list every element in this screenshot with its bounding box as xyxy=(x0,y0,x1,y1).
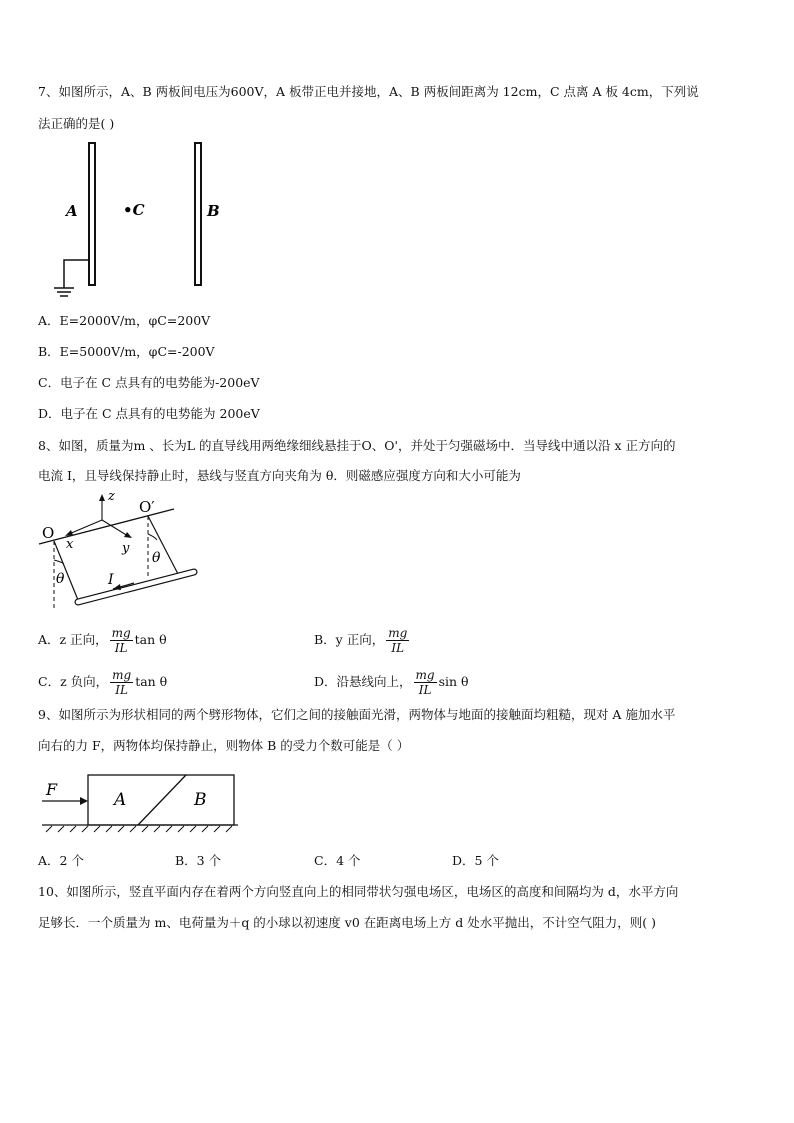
label-current: I xyxy=(108,572,114,588)
q9-option-c: C．4 个 xyxy=(314,853,361,868)
q9-option-d: D．5 个 xyxy=(452,853,499,868)
contact-surface xyxy=(138,775,186,825)
label-a: A xyxy=(66,202,78,220)
block-outline xyxy=(88,775,234,825)
label-o: O xyxy=(42,524,55,542)
fraction: $\frac{mg}{IL}$ xyxy=(388,626,408,655)
q7-option-a: A．E=2000V/m，φC=200V xyxy=(38,313,211,328)
plate-b xyxy=(195,143,201,285)
q8-option-d: D．沿悬线向上， $\frac{mg}{IL}$ sin θ xyxy=(314,668,469,697)
label-y: y xyxy=(122,541,130,556)
q7-option-d: D．电子在 C 点具有的电势能为 200eV xyxy=(38,406,260,421)
fraction: $\frac{mg}{IL}$ xyxy=(415,668,435,697)
q7-stem-line1: 7、如图所示，A、B 两板间电压为600V，A 板带正电并接地，A、B 两板间距离为 12cm，C 点离 A 板 4cm，下列说 xyxy=(38,84,699,99)
label-a: A xyxy=(114,790,127,810)
q9-wedge-figure xyxy=(38,770,243,836)
label-b: B xyxy=(194,790,207,810)
label-theta-right: θ xyxy=(152,550,161,566)
label-c: •C xyxy=(123,201,145,219)
q10-stem-line2: 足够长．一个质量为 m、电荷量为＋q 的小球以初速度 v0 在距离电场上方 d 处水平抛出，不计空气阻力，则( ) xyxy=(38,915,656,930)
q9-stem-line1: 9、如图所示为形状相同的两个劈形物体，它们之间的接触面光滑，两物体与地面的接触面均粗糙，现对 A 施加水平 xyxy=(38,707,676,722)
label-theta-left: θ xyxy=(56,571,65,587)
q8-option-b: B．y 正向， $\frac{mg}{IL}$ xyxy=(314,626,408,655)
q8-wire-figure xyxy=(36,488,208,616)
label-z: z xyxy=(108,489,115,504)
q10-stem-line1: 10、如图所示，竖直平面内存在着两个方向竖直向上的相同带状匀强电场区，电场区的高度和间隔均为 d，水平方向 xyxy=(38,884,679,899)
label-o-prime: O′ xyxy=(139,498,155,516)
label-f: F xyxy=(46,780,58,799)
q9-option-a: A．2 个 xyxy=(38,853,84,868)
plate-a xyxy=(89,143,95,285)
label-b: B xyxy=(207,202,220,220)
q9-stem-line2: 向右的力 F，两物体均保持静止，则物体 B 的受力个数可能是（ ） xyxy=(38,738,410,753)
q7-capacitor-figure xyxy=(40,138,230,308)
fraction: $\frac{mg}{IL}$ xyxy=(111,626,131,655)
q8-stem-line1: 8、如图，质量为m 、长为L 的直导线用两绝缘细线悬挂于O、O'，并处于匀强磁场中．当导线中通以沿 x 正方向的 xyxy=(38,438,676,453)
label-x: x xyxy=(66,537,74,552)
q9-option-b: B．3 个 xyxy=(175,853,222,868)
q7-option-c: C．电子在 C 点具有的电势能为-200eV xyxy=(38,375,260,390)
q8-option-c: C．z 负向， $\frac{mg}{IL}$ tan θ xyxy=(38,668,168,697)
q7-option-b: B．E=5000V/m，φC=-200V xyxy=(38,344,215,359)
ground-wire xyxy=(64,260,89,288)
q8-stem-line2: 电流 I，且导线保持静止时，悬线与竖直方向夹角为 θ．则磁感应强度方向和大小可能为 xyxy=(38,468,521,483)
q8-option-a: A．z 正向， $\frac{mg}{IL}$ tan θ xyxy=(38,626,167,655)
q7-stem-line2: 法正确的是( ) xyxy=(38,116,115,131)
fraction: $\frac{mg}{IL}$ xyxy=(112,668,132,697)
